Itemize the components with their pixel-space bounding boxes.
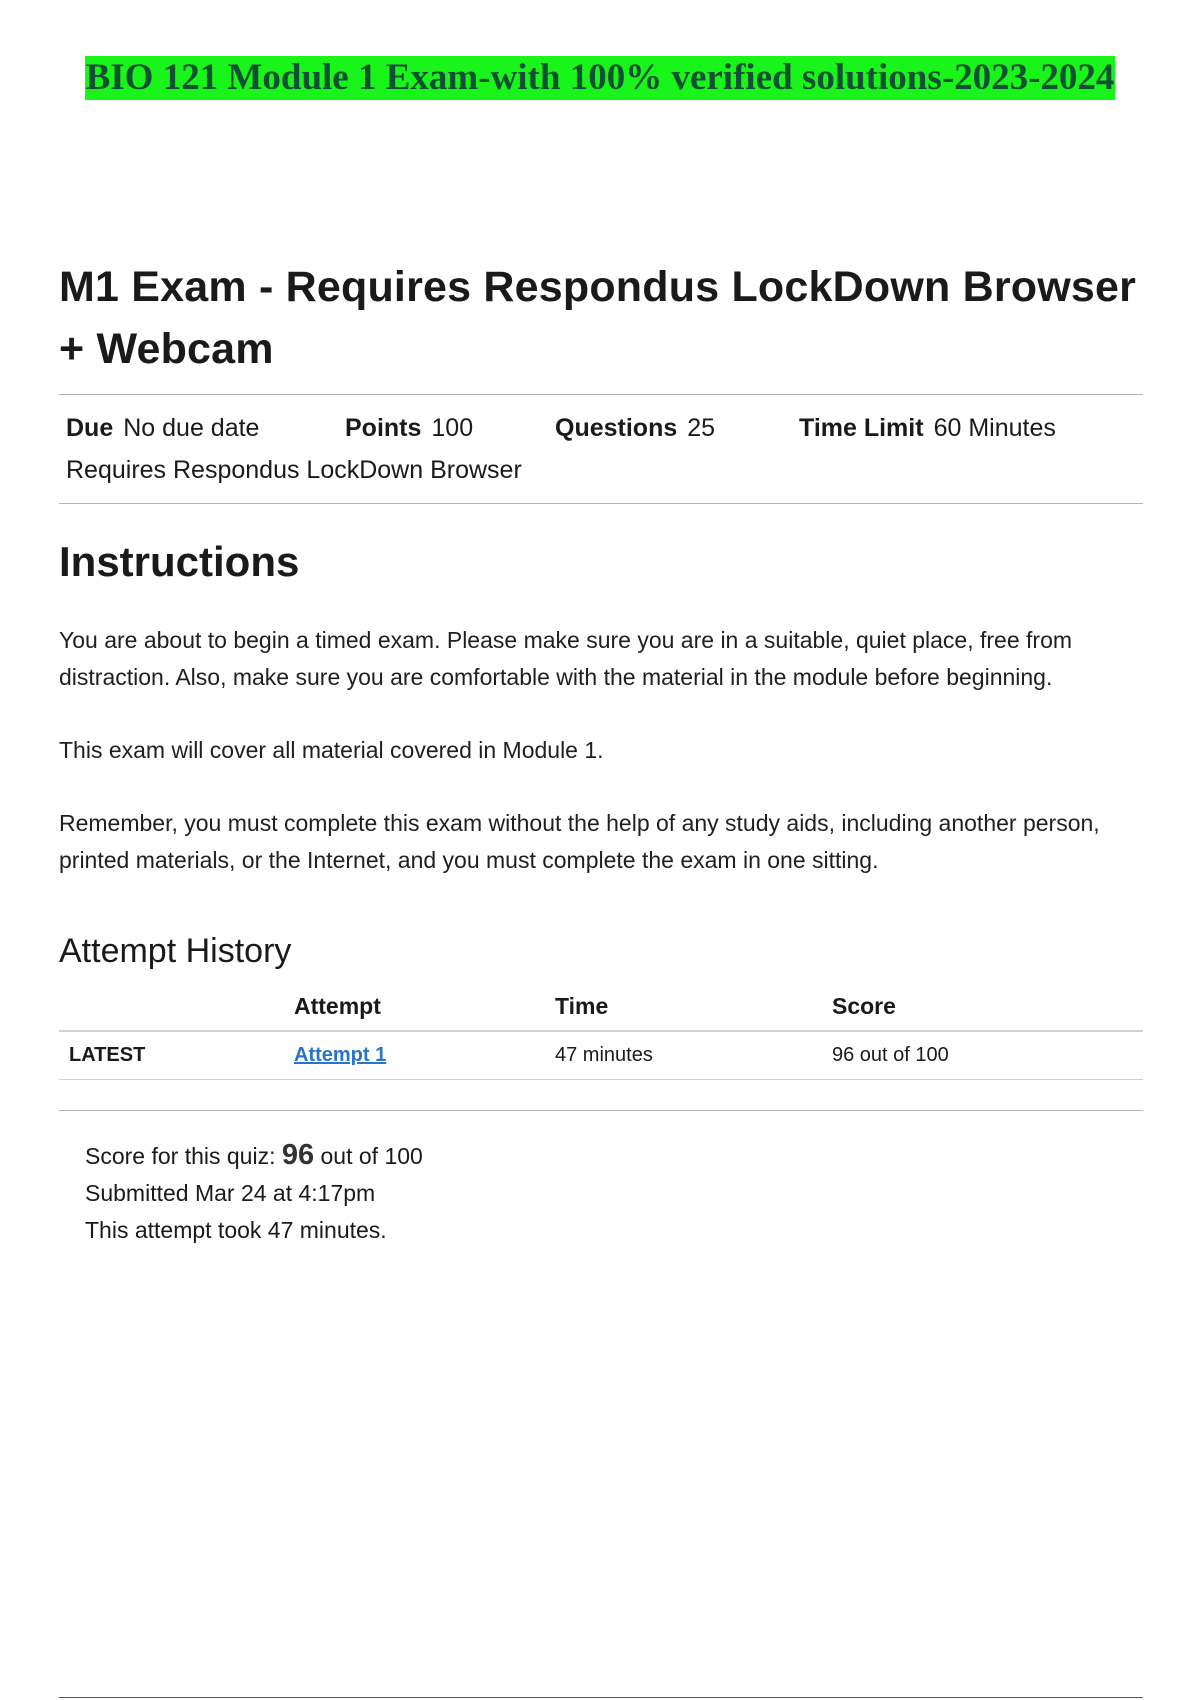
table-row: [59, 1031, 1143, 1080]
due-value: No due date: [123, 414, 260, 442]
column-header-score: Score: [832, 987, 1143, 1031]
due-field: [66, 407, 345, 449]
quiz-content: [59, 256, 1143, 1249]
column-header-attempt: Attempt: [294, 987, 555, 1031]
score-value: 96: [281, 1139, 315, 1171]
lockdown-requirement: Requires Respondus LockDown Browser: [66, 456, 522, 484]
table-header-row: [59, 987, 1143, 1031]
score-line: [85, 1137, 1143, 1175]
attempt-1-link[interactable]: Attempt 1: [294, 1044, 387, 1066]
latest-label: LATEST: [59, 1031, 294, 1080]
instructions-paragraph: You are about to begin a timed exam. Please make sure you are in a suitable, quiet place, free from distraction. Also, make sure you are comfortable with the material in the module before beginning.: [59, 627, 1073, 690]
page-title: M1 Exam - Requires Respondus LockDown Browser + Webcam: [59, 263, 1137, 373]
instructions-paragraph: This exam will cover all material covered in Module 1.: [59, 737, 604, 763]
instructions-paragraph: Remember, you must complete this exam without the help of any study aids, including another person, printed materials, or the Internet, and you must complete the exam in one sitting.: [59, 810, 1100, 873]
quiz-details: [59, 395, 1143, 503]
attempt-time: 47 minutes: [555, 1031, 832, 1080]
questions-field: [555, 407, 799, 449]
page-bottom-rule: [59, 1697, 1143, 1698]
points-value: 100: [431, 414, 474, 442]
attempt-history-heading: Attempt History: [59, 932, 292, 970]
questions-label: Questions: [555, 414, 678, 442]
attempt-cell: [294, 1031, 555, 1080]
instructions-body: [59, 622, 1143, 879]
time-limit-label: Time Limit: [799, 414, 924, 442]
score-suffix: out of 100: [320, 1143, 423, 1169]
score-prefix: Score for this quiz:: [85, 1143, 276, 1169]
column-header-time: Time: [555, 987, 832, 1031]
score-summary: [59, 1111, 1143, 1249]
due-label: Due: [66, 414, 114, 442]
column-header-blank: [59, 987, 294, 1031]
time-limit-value: 60 Minutes: [933, 414, 1056, 442]
time-limit-field: [799, 407, 1056, 449]
document-banner: BIO 121 Module 1 Exam-with 100% verified solutions-2023-2024: [85, 57, 1115, 98]
points-label: Points: [345, 414, 422, 442]
questions-value: 25: [687, 414, 716, 442]
instructions-heading: Instructions: [59, 538, 300, 585]
attempt-score: 96 out of 100: [832, 1031, 1143, 1080]
attempt-duration: This attempt took 47 minutes.: [85, 1217, 387, 1243]
submitted-timestamp: Submitted Mar 24 at 4:17pm: [85, 1180, 376, 1206]
points-field: [345, 407, 555, 449]
divider: [59, 503, 1143, 504]
quiz-details-row: [66, 407, 1136, 449]
attempt-history-table: [59, 987, 1143, 1080]
document-banner-wrap: [0, 56, 1200, 100]
